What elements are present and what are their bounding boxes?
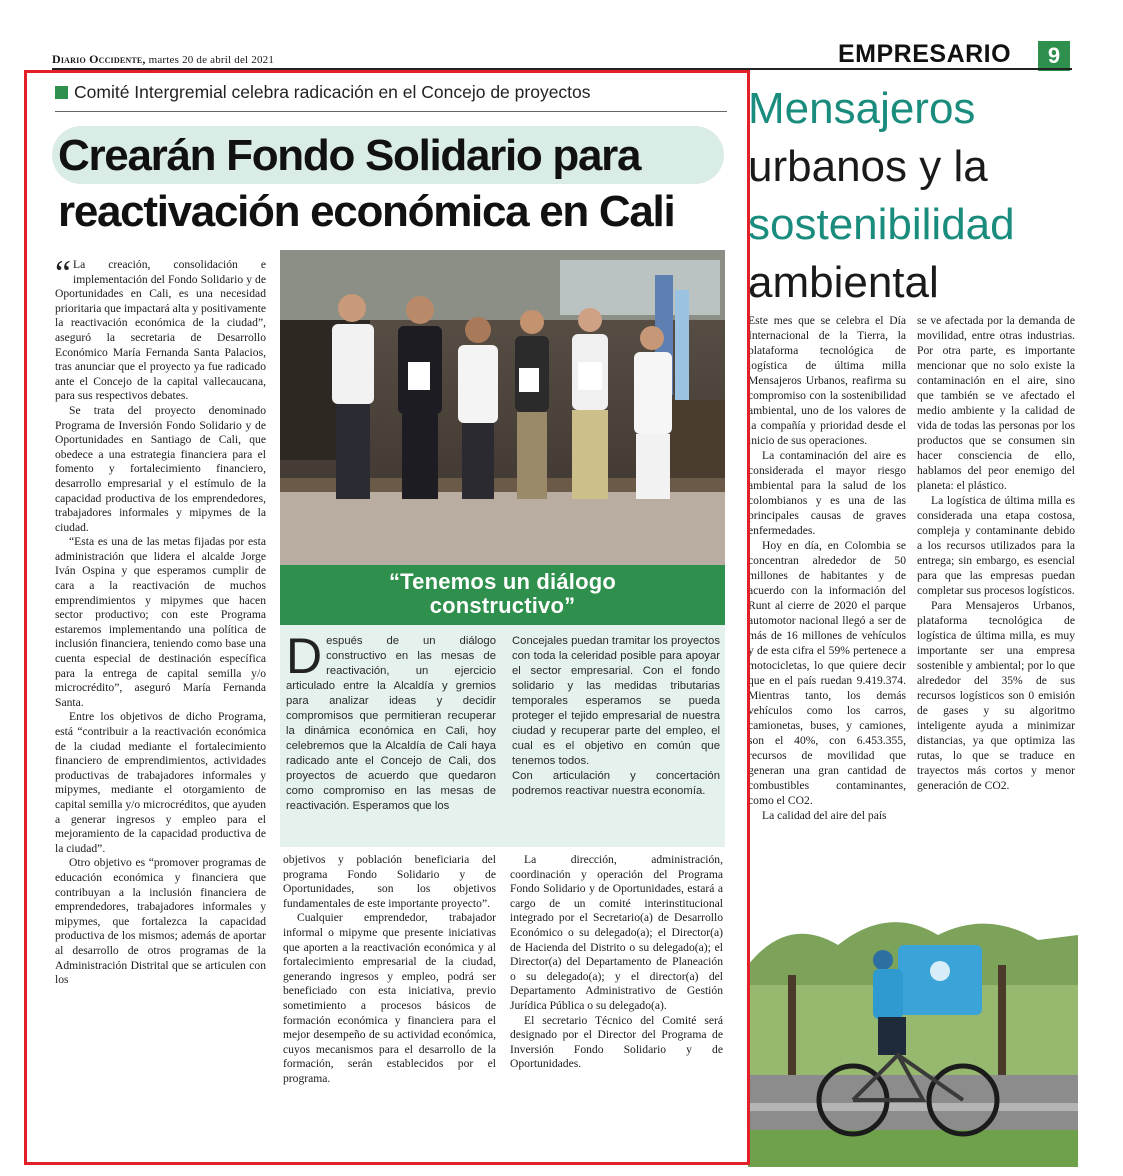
masthead-dateline — [52, 52, 274, 67]
side-article-column-a — [748, 313, 906, 823]
paragraph: El secretario Técnico del Comité será designado por el Director del Programa de Inversión Fondo Solidario y de Oportunidades. — [510, 1013, 723, 1071]
paragraph: Hoy en día, en Colombia se concentran alrededor de 50 millones de habitantes y de acuerdo con la información del Runt al cierre de 2020 el parque automotor nacional llegó a ser de más de 16 millones de vehículos y de esta cifra el 59% pertenece a motocicletas, lo que quiere decir que en el país ruedan 9.419.374. Mientras tanto, los demás vehículos como los carros, camionetas, buses, y camiones, son el 40%, con 6.453.355, recursos de movilidad que generan una gran cantidad de combustibles contaminantes, como el CO2. — [748, 539, 906, 807]
paragraph: Este mes que se celebra el Día Internacional de la Tierra, la plataforma tecnológica de logística de última milla Mensajeros Urbanos, reafirma su compromiso con la sostenibilidad ambiental, uno de los valores de la compañía y prioridad desde el inicio de sus operaciones. — [748, 314, 906, 447]
open-quote-icon: “ — [55, 253, 71, 293]
paragraph-text: La creación, consolidación e implementación del Fondo Solidario y de Oportunidades en Cali, es una necesidad prioritaria que impactará alta y positivamente la reactivación económica de la ciudad”, aseguró la secretaria de Desarrollo Económico María Fernanda Santa Palacios, tras anunciar que el proyecto ya fue radicado ante el Concejo de la capital vallecaucana, para sus respectivos debates. — [55, 258, 266, 403]
side-article-column-b — [917, 313, 1075, 793]
newspaper-name: Diario Occidente, — [52, 52, 146, 66]
kicker-text: Comité Intergremial celebra radicación en el Concejo de proyectos — [74, 82, 591, 102]
paragraph: La logística de última milla es considerada una etapa costosa, compleja y contaminante debido a los recursos utilizados para la entrega; sin embargo, es esencial para que las empresas puedan completar sus procesos logísticos. — [917, 494, 1075, 597]
photo-caption-banner — [280, 565, 725, 625]
paragraph: La dirección, administración, coordinación y operación del Programa Fondo Solidario y de Oportunidades, estará a cargo de un comité interinstitucional integrado por el Secretario(a) de Desarrollo Económico o su delegado(a); el Director(a) de Hacienda del Distrito o su delegado(a); el Director(a) del Departamento de Planeación o su delegado(a); y el director(a) del Departamento Administrativo de Gestión Jurídica Pública o su delegado(a). — [510, 853, 723, 1012]
masthead-rule — [52, 68, 1072, 70]
headline-line: reactivación económica en Cali — [58, 187, 675, 236]
article-kicker — [55, 82, 591, 103]
cyclist-image — [748, 905, 1078, 1167]
quote-box-column-a — [286, 628, 496, 814]
paragraph: La calidad del aire del país — [762, 809, 887, 822]
page-number: 9 — [1038, 41, 1070, 71]
caption-line: constructivo” — [429, 593, 576, 618]
paragraph — [55, 253, 266, 404]
paragraph: Cualquier emprendedor, trabajador informal o mipyme que presente iniciativas que aporten a la reactivación económica y al fortalecimiento empresarial de la ciudad, generando ingresos y empleo, podrá ser beneficiado con esta iniciativa, previo sometimiento a procesos básicos de formación económica y financiera para el mejor desempeño de su actividad económica, cuyos mecanismos para el desarrollo de la formación, serán establecidos por el programa. — [283, 911, 496, 1085]
paragraph: Entre los objetivos de dicho Programa, está “contribuir a la reactivación económica de la ciudad mediante el fortalecimiento financiero de emprendimientos, actividades productivas de trabajadores informales y mipymes, mediante el otorgamiento de capital semilla y/o microcréditos, que ayuden a generar ingresos y empleo para el mejoramiento de la capacidad productiva de la ciudad”. — [55, 710, 266, 855]
article-headline — [58, 128, 758, 240]
article-column-c — [510, 853, 723, 1072]
paragraph: objetivos y población beneficiaria del programa Fondo Solidario y de Oportunidades, son los objetivos fundamentales de este importante proyecto”. — [283, 853, 496, 910]
headline-line: Crearán Fondo Solidario para — [58, 131, 641, 180]
caption-line: “Tenemos un diálogo — [388, 569, 617, 594]
group-photo-image — [280, 250, 725, 565]
headline-line: ambiental — [748, 258, 939, 307]
quote-box-text: espués de un diálogo constructivo en las mesas de reactivación, un ejercicio articulado entre la Alcaldía y gremios para analizar ideas y decidir compromisos que permitieran recuperar la dinámica económica en Cali, hoy celebremos que la Alcaldía de Cali haya radicado ante el Concejo de Cali, dos proyectos de acuerdo que quedaron como compromiso en las mesas de reactivación. Esperamos que los — [286, 635, 496, 812]
quote-box-column-b — [512, 634, 720, 799]
headline-line: Mensajeros — [748, 84, 976, 133]
article-column-a — [55, 253, 266, 988]
quote-box-paragraph: Con articulación y concertación podremos reactivar nuestra economía. — [512, 770, 720, 797]
headline-line: urbanos y la — [748, 142, 988, 191]
section-label: EMPRESARIO — [838, 40, 1012, 68]
paragraph: Se trata del proyecto denominado Programa de Inversión Fondo Solidario y de Oportunidades en Santiago de Cali, que obedece a una estrategia financiera para el fomento y fortalecimiento financiero, desarrollo empresarial y el estímulo de la capacidad productiva de los emprendedores, trabajadores informales y mipymes de la ciudad. — [55, 403, 266, 534]
side-article-headline — [748, 80, 1118, 312]
drop-cap: D — [286, 628, 323, 684]
issue-date: martes 20 de abril del 2021 — [148, 54, 275, 66]
paragraph: “Esta es una de las metas fijadas por esta administración que lidera el alcalde Jorge Iván Ospina y que esperamos cumplir de cara a la reactivación de muchos emprendimientos y mipymes que hacen sector productivo; con este Programa estaremos implementando una política de inclusión financiera, teniendo como base una cuenta especial de destinación específica para la entrega de capital semilla y/o microcrédito”, aseguró María Fernanda Santa. — [55, 535, 266, 709]
paragraph: Otro objetivo es “promover programas de educación económica y financiera que contribuyan a la inclusión financiera de emprendedores, trabajadores informales y mipymes, que fortalezca la capacidad productiva de los mismos; además de aportar al desarrollo de otros programas de la Administración Distrital que se articulen con los — [55, 856, 266, 987]
kicker-rule — [55, 111, 727, 112]
paragraph: Para Mensajeros Urbanos, plataforma tecnológica de logística de última milla, es muy importante ser una empresa sostenible y ambiental; por lo que alrededor del 35% de sus recursos logísticos son 0 emisión de gases y su algoritmo inteligente ayuda a minimizar distancias, ya que optimiza las rutas, lo que se traduce en trayectos más cortos y menor generación de CO2. — [917, 599, 1075, 792]
article-column-b — [283, 853, 496, 1087]
article-photo — [280, 250, 725, 565]
paragraph: La contaminación del aire es considerada el mayor riesgo ambiental para la salud de los colombianos y es una de las principales causas de graves enfermedades. — [748, 449, 906, 537]
courier-bike-photo — [748, 905, 1078, 1167]
kicker-square-icon — [55, 86, 68, 99]
paragraph: se ve afectada por la demanda de movilidad, entre otras industrias. Por otra parte, es importante mencionar que no solo existe la contaminación en el aire, sino que también se ve afectado el medio ambiente y la calidad de vida de todas las personas por los productos que se consumen sin hacer consciencia de ello, hablamos del peor enemigo del planeta: el plástico. — [917, 314, 1075, 492]
quote-box-paragraph: Concejales puedan tramitar los proyectos con toda la celeridad posible para apoyar el sector empresarial. Con el fondo solidario y las medidas tributarias temporales esperamos se pueda proteger el tejido empresarial de nuestra ciudad y recuperar parte del empleo, el cual es el objetivo en común que tenemos todos. — [512, 635, 720, 767]
headline-line: sostenibilidad — [748, 200, 1015, 249]
